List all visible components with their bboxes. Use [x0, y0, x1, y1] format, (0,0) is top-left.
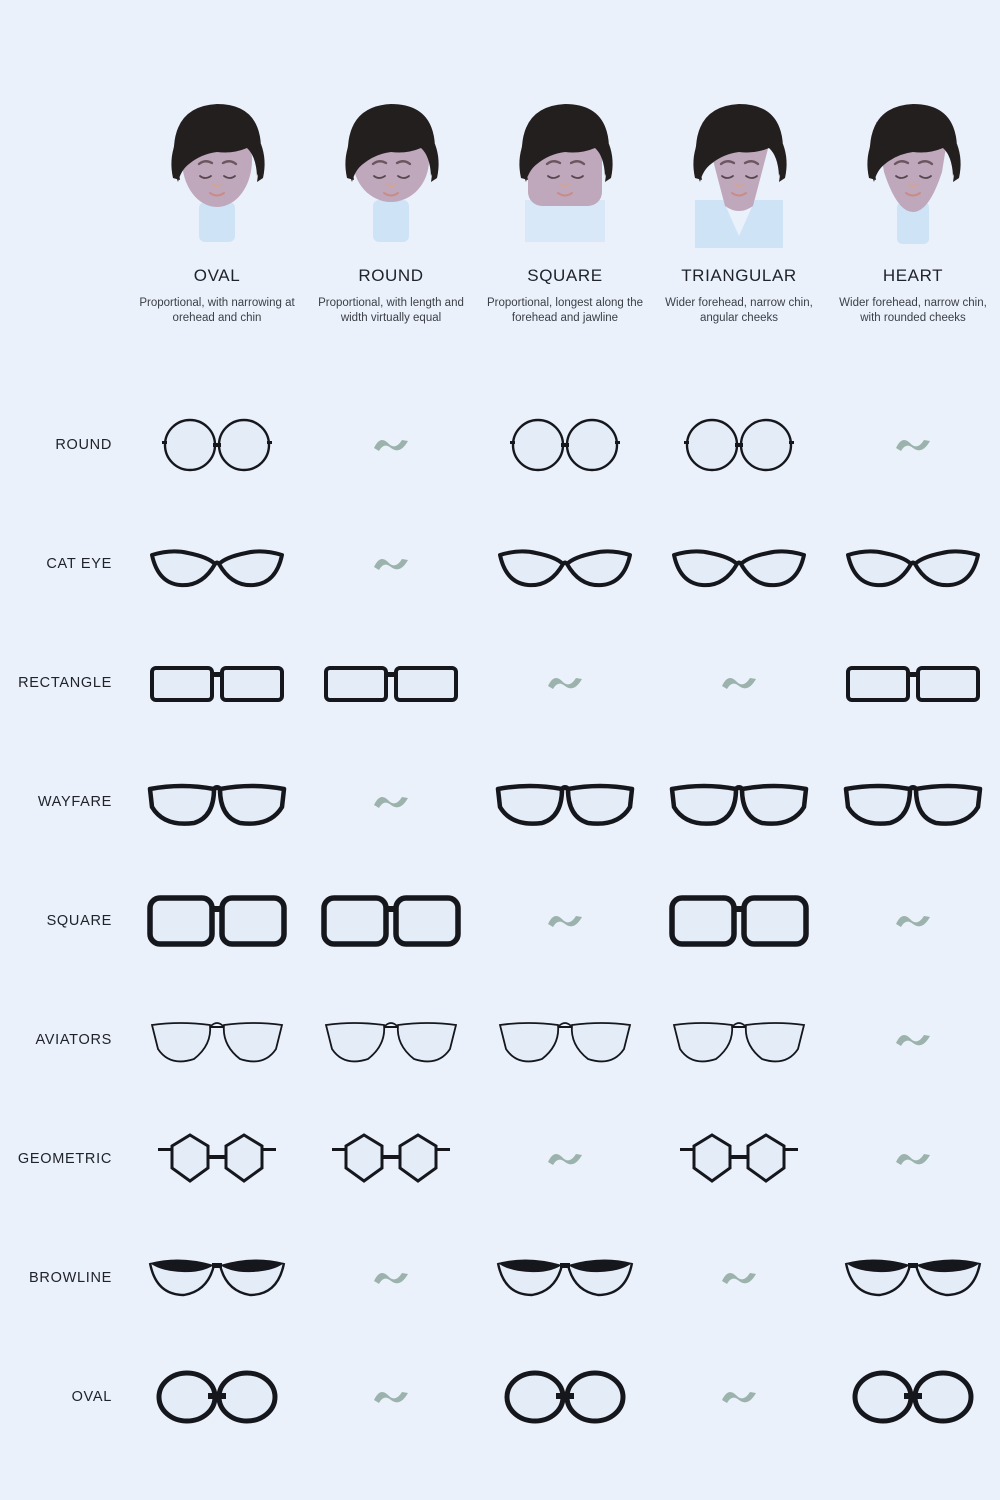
frame-style-row — [0, 861, 1000, 980]
square-glasses-icon — [664, 886, 814, 956]
match-cell-round-triangular — [652, 385, 826, 504]
match-cell-cat-eye-triangular — [652, 504, 826, 623]
match-cell-rectangle-round — [304, 623, 478, 742]
squiggle-icon — [893, 909, 933, 933]
match-cell-wayfare-triangular — [652, 742, 826, 861]
no-match-cell-cat-eye-round — [304, 504, 478, 623]
geometric-glasses-icon — [664, 1124, 814, 1194]
frame-style-row — [0, 742, 1000, 861]
squiggle-icon — [371, 552, 411, 576]
squiggle-icon — [371, 1385, 411, 1409]
square-glasses-icon — [142, 886, 292, 956]
match-cell-oval-oval — [130, 1337, 304, 1456]
frame-style-row — [0, 1099, 1000, 1218]
squiggle-icon — [893, 1147, 933, 1171]
match-cell-cat-eye-square — [478, 504, 652, 623]
squiggle-icon — [371, 790, 411, 814]
match-cell-cat-eye-heart — [826, 504, 1000, 623]
face-type-column-round — [304, 60, 478, 326]
frame-style-label-aviators: AVIATORS — [35, 1031, 112, 1048]
frame-style-row — [0, 504, 1000, 623]
face-type-description: Proportional, with narrowing at orehead and chin — [139, 297, 295, 324]
wayfare-glasses-icon — [664, 767, 814, 837]
face-type-label: HEART — [882, 266, 944, 285]
no-match-cell-square-heart — [826, 861, 1000, 980]
wayfare-glasses-icon — [490, 767, 640, 837]
frame-style-label-geometric: GEOMETRIC — [17, 1150, 112, 1167]
aviators-glasses-icon — [664, 1005, 814, 1075]
face-type-label: ROUND — [358, 266, 424, 285]
no-match-cell-browline-round — [304, 1218, 478, 1337]
round-glasses-icon — [142, 410, 292, 480]
no-match-cell-wayfare-round — [304, 742, 478, 861]
match-cell-square-round — [304, 861, 478, 980]
face-types-header — [130, 60, 1000, 326]
face-illustration-icon — [669, 60, 809, 250]
match-cell-aviators-round — [304, 980, 478, 1099]
frame-style-row — [0, 623, 1000, 742]
no-match-cell-rectangle-triangular — [652, 623, 826, 742]
no-match-cell-square-square — [478, 861, 652, 980]
cat-eye-glasses-icon — [838, 529, 988, 599]
oval-glasses-icon — [490, 1362, 640, 1432]
match-cell-square-oval — [130, 861, 304, 980]
match-cell-cat-eye-oval — [130, 504, 304, 623]
frame-style-label-wayfare: WAYFARE — [37, 793, 112, 810]
cat-eye-glasses-icon — [490, 529, 640, 599]
match-cell-wayfare-square — [478, 742, 652, 861]
aviators-glasses-icon — [316, 1005, 466, 1075]
match-cell-aviators-triangular — [652, 980, 826, 1099]
no-match-cell-rectangle-square — [478, 623, 652, 742]
match-cell-oval-heart — [826, 1337, 1000, 1456]
squiggle-icon — [893, 1028, 933, 1052]
frame-style-row — [0, 980, 1000, 1099]
no-match-cell-browline-triangular — [652, 1218, 826, 1337]
match-cell-oval-square — [478, 1337, 652, 1456]
frame-style-row — [0, 1337, 1000, 1456]
squiggle-icon — [719, 1266, 759, 1290]
face-illustration-icon — [321, 60, 461, 250]
wayfare-glasses-icon — [142, 767, 292, 837]
oval-glasses-icon — [142, 1362, 292, 1432]
frame-style-row — [0, 1218, 1000, 1337]
face-type-label: SQUARE — [527, 266, 603, 285]
cat-eye-glasses-icon — [142, 529, 292, 599]
match-cell-browline-square — [478, 1218, 652, 1337]
frame-style-label-oval: OVAL — [71, 1388, 112, 1405]
face-type-label: TRIANGULAR — [681, 266, 797, 285]
round-glasses-icon — [490, 410, 640, 480]
face-type-description: Wider forehead, narrow chin, angular cheeks — [665, 297, 813, 324]
cat-eye-glasses-icon — [664, 529, 814, 599]
squiggle-icon — [719, 671, 759, 695]
match-cell-round-square — [478, 385, 652, 504]
squiggle-icon — [719, 1385, 759, 1409]
frame-style-grid — [0, 385, 1000, 1456]
match-cell-rectangle-heart — [826, 623, 1000, 742]
squiggle-icon — [545, 909, 585, 933]
match-cell-round-oval — [130, 385, 304, 504]
face-type-description: Proportional, with length and width virtually equal — [318, 297, 464, 324]
match-cell-wayfare-heart — [826, 742, 1000, 861]
geometric-glasses-icon — [142, 1124, 292, 1194]
match-cell-geometric-round — [304, 1099, 478, 1218]
face-type-label: OVAL — [193, 266, 241, 285]
match-cell-geometric-triangular — [652, 1099, 826, 1218]
match-cell-geometric-oval — [130, 1099, 304, 1218]
face-illustration-icon — [495, 60, 635, 250]
browline-glasses-icon — [142, 1243, 292, 1313]
face-illustration-icon — [843, 60, 983, 250]
oval-glasses-icon — [838, 1362, 988, 1432]
browline-glasses-icon — [490, 1243, 640, 1313]
face-type-column-oval — [130, 60, 304, 326]
no-match-cell-geometric-square — [478, 1099, 652, 1218]
squiggle-icon — [371, 1266, 411, 1290]
match-cell-square-triangular — [652, 861, 826, 980]
squiggle-icon — [371, 433, 411, 457]
no-match-cell-geometric-heart — [826, 1099, 1000, 1218]
rectangle-glasses-icon — [142, 648, 292, 718]
no-match-cell-aviators-heart — [826, 980, 1000, 1099]
face-type-description: Wider forehead, narrow chin, with rounded cheeks — [839, 297, 987, 324]
face-illustration-icon — [147, 60, 287, 250]
face-type-column-square — [478, 60, 652, 326]
match-cell-aviators-oval — [130, 980, 304, 1099]
frame-style-row — [0, 385, 1000, 504]
match-cell-browline-heart — [826, 1218, 1000, 1337]
browline-glasses-icon — [838, 1243, 988, 1313]
face-type-column-triangular — [652, 60, 826, 326]
rectangle-glasses-icon — [316, 648, 466, 718]
match-cell-wayfare-oval — [130, 742, 304, 861]
frame-style-label-square: SQUARE — [46, 912, 112, 929]
frame-style-label-browline: BROWLINE — [29, 1269, 112, 1286]
frame-style-label-round: ROUND — [55, 436, 112, 453]
aviators-glasses-icon — [142, 1005, 292, 1075]
match-cell-aviators-square — [478, 980, 652, 1099]
geometric-glasses-icon — [316, 1124, 466, 1194]
no-match-cell-oval-triangular — [652, 1337, 826, 1456]
squiggle-icon — [893, 433, 933, 457]
frame-style-label-cat-eye: CAT EYE — [46, 555, 112, 572]
no-match-cell-oval-round — [304, 1337, 478, 1456]
match-cell-rectangle-oval — [130, 623, 304, 742]
face-type-column-heart — [826, 60, 1000, 326]
no-match-cell-round-heart — [826, 385, 1000, 504]
rectangle-glasses-icon — [838, 648, 988, 718]
squiggle-icon — [545, 671, 585, 695]
aviators-glasses-icon — [490, 1005, 640, 1075]
no-match-cell-round-round — [304, 385, 478, 504]
match-cell-browline-oval — [130, 1218, 304, 1337]
square-glasses-icon — [316, 886, 466, 956]
squiggle-icon — [545, 1147, 585, 1171]
round-glasses-icon — [664, 410, 814, 480]
face-type-description: Proportional, longest along the forehead and jawline — [487, 297, 643, 324]
wayfare-glasses-icon — [838, 767, 988, 837]
frame-style-label-rectangle: RECTANGLE — [18, 674, 112, 691]
